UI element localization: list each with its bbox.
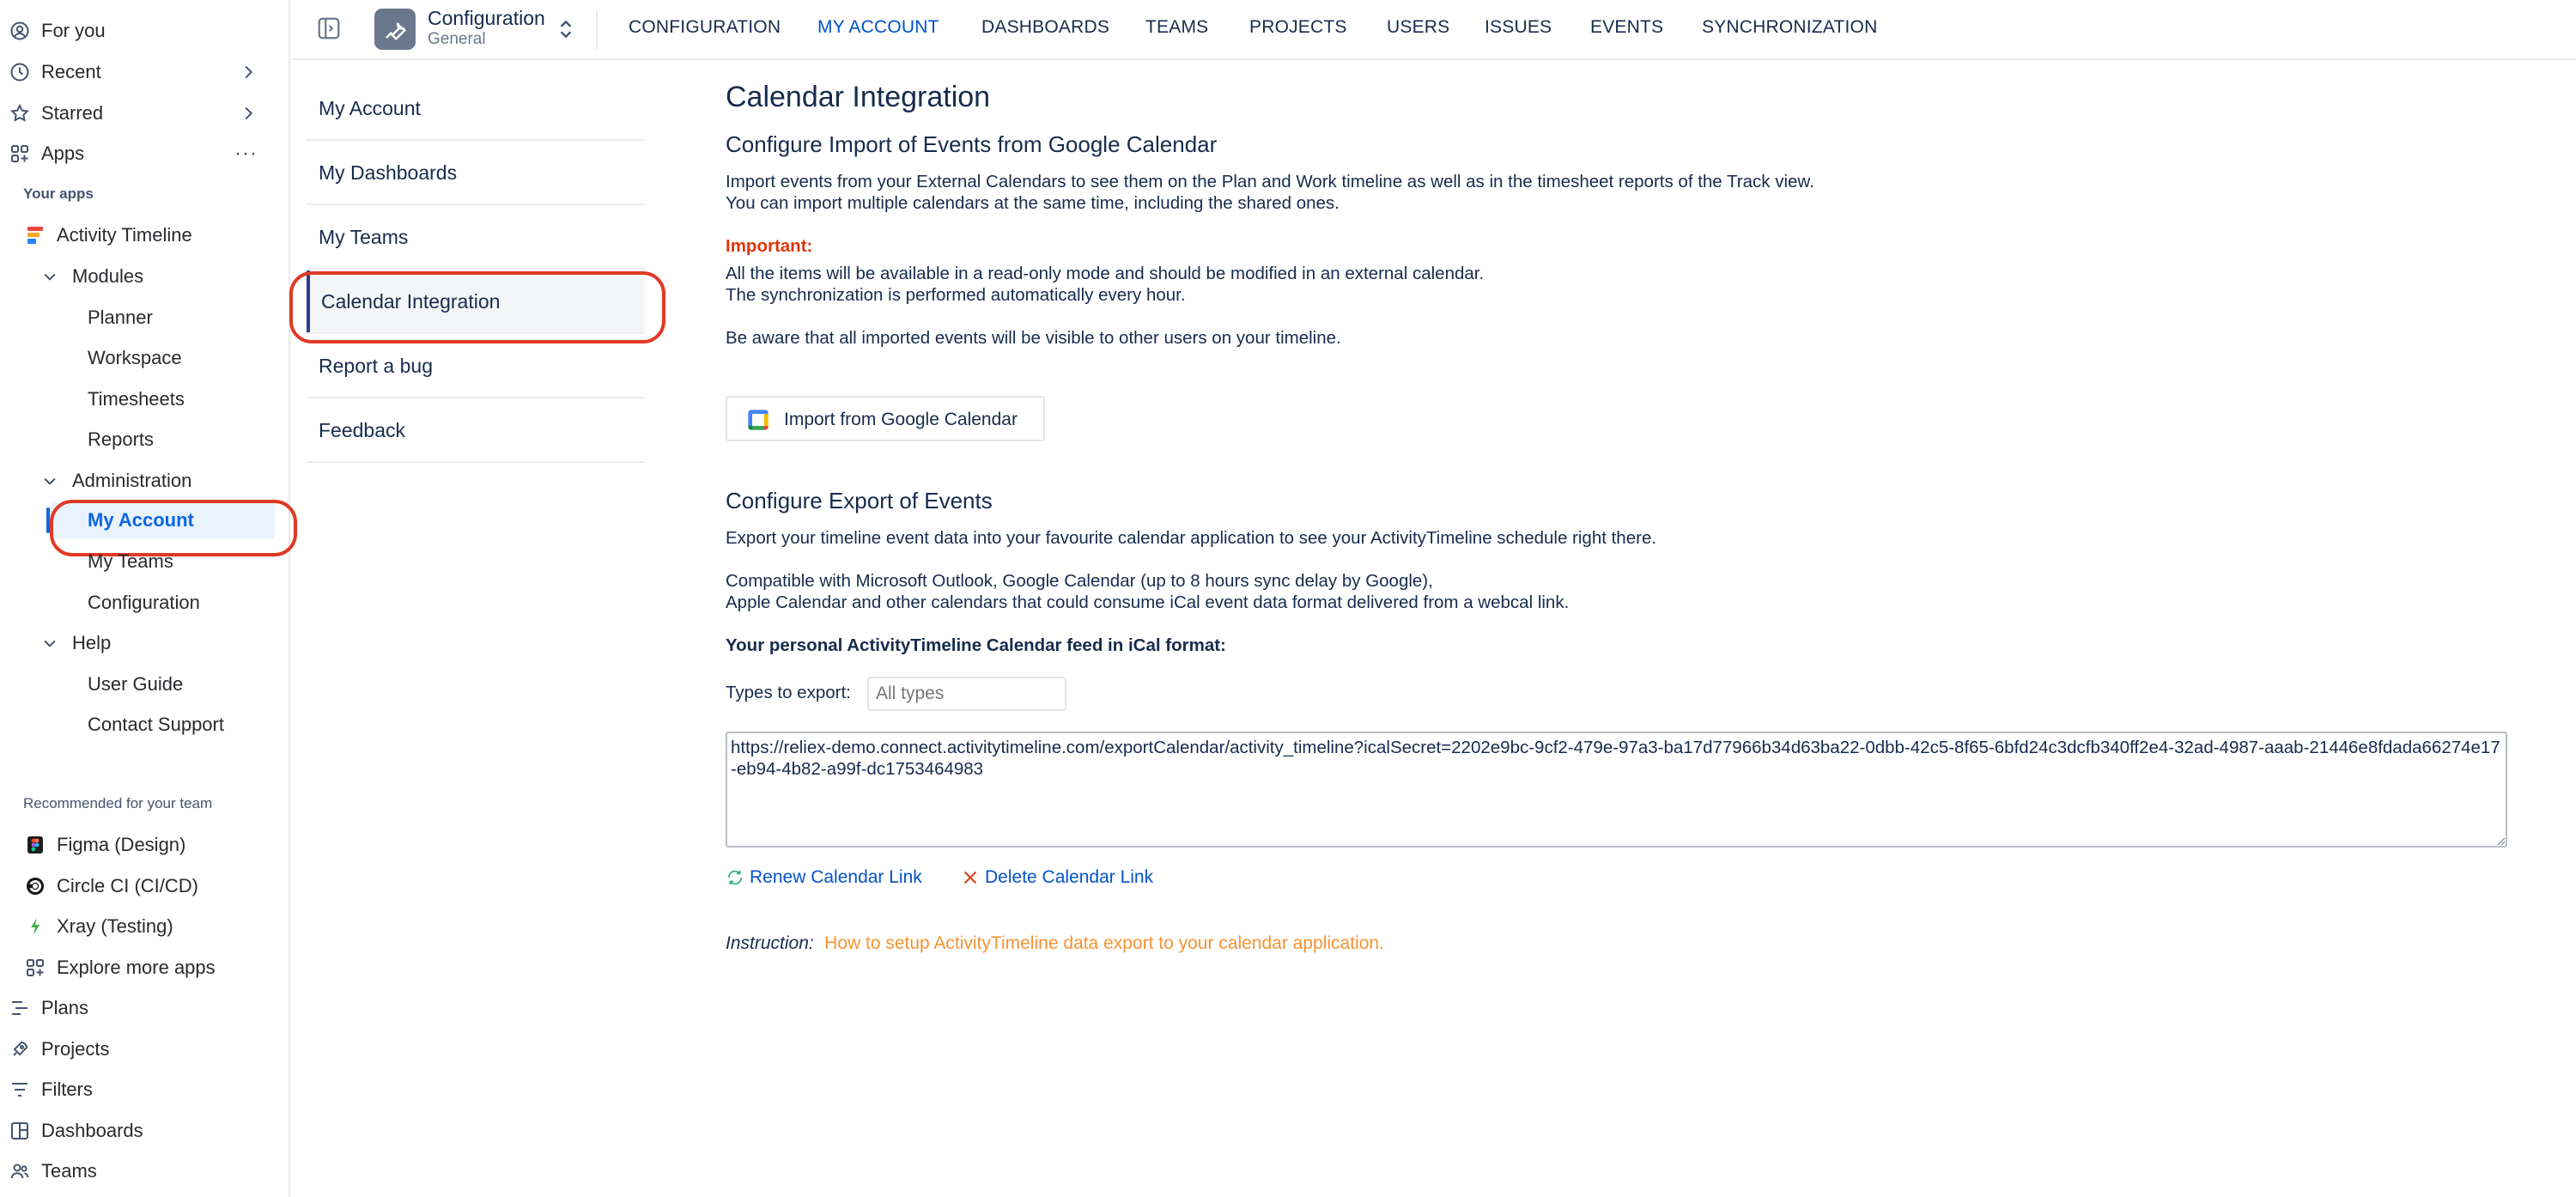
- nav-label: Help: [72, 632, 112, 653]
- import-description: Import events from your External Calendars to see them on the Plan and Work timeline as well as in the timesheet reports of the Track view.: [726, 172, 1814, 191]
- nav-administration[interactable]: [0, 462, 283, 500]
- more-icon[interactable]: ···: [234, 142, 258, 165]
- clock-icon: [9, 61, 31, 83]
- nav-help[interactable]: [0, 624, 283, 662]
- import-section-title: Configure Import of Events from Google Calendar: [726, 131, 1218, 157]
- nav-plans[interactable]: [0, 989, 283, 1027]
- export-description: Export your timeline event data into your favourite calendar application to see your ActivityTimeline schedule right there.: [726, 528, 1657, 548]
- export-section-title: Configure Export of Events: [726, 488, 993, 513]
- close-icon: [961, 868, 980, 887]
- important-text: All the items will be available in a read-only mode and should be modified in an external calendar.: [726, 264, 1485, 283]
- chevron-down-icon[interactable]: [41, 472, 58, 489]
- nav-label: Circle CI (CI/CD): [57, 875, 198, 896]
- divider: [596, 10, 598, 50]
- nav-contact-support[interactable]: [0, 706, 283, 744]
- calendar-feed-url-textarea[interactable]: https://reliex-demo.connect.activitytimeline.com/exportCalendar/activity_timeline?icalSecret=2202e9bc-9cf2-479e-97a3-ba17d77966b34d63ba22-0dbb-42c5-8f65-6bfd24c3dcfb340ff2e4-32ad-4987-aaab-21446e8fdada66274e17-eb94-4b82-a99f-dc1753464983: [726, 732, 2507, 848]
- user-circle-icon: [9, 20, 31, 42]
- tab-teams[interactable]: TEAMS: [1145, 17, 1209, 37]
- compatibility-text: Apple Calendar and other calendars that could consume iCal event data format delivered from a webcal link.: [726, 592, 1570, 612]
- page-title: Calendar Integration: [726, 81, 991, 113]
- compatibility-text: Compatible with Microsoft Outlook, Google Calendar (up to 8 hours sync delay by Google),: [726, 571, 1433, 591]
- types-to-export-select[interactable]: [867, 677, 1066, 711]
- import-description: You can import multiple calendars at the same time, including the shared ones.: [726, 193, 1340, 213]
- types-label: Types to export:: [726, 683, 851, 702]
- nav-label: Recent: [41, 61, 101, 82]
- nav-label: For you: [41, 20, 106, 41]
- tab-users[interactable]: USERS: [1387, 17, 1450, 37]
- project-subtitle: General: [428, 30, 486, 48]
- submenu-feedback[interactable]: Feedback: [307, 399, 645, 463]
- dashboard-icon: [9, 1120, 31, 1142]
- nav-apps[interactable]: [0, 135, 283, 173]
- nav-modules[interactable]: [0, 258, 283, 295]
- project-title: Configuration: [428, 7, 545, 29]
- nav-dashboards[interactable]: [0, 1112, 283, 1150]
- nav-reports[interactable]: [0, 421, 283, 459]
- important-label: Important:: [726, 236, 813, 256]
- feed-heading: Your personal ActivityTimeline Calendar feed in iCal format:: [726, 635, 1226, 655]
- nav-label: Configuration: [88, 592, 200, 613]
- nav-label: Contact Support: [88, 714, 224, 735]
- nav-label: Planner: [88, 307, 153, 328]
- nav-label: Projects: [41, 1038, 110, 1060]
- nav-configuration[interactable]: [0, 584, 283, 622]
- activity-timeline-logo-icon: [24, 224, 46, 246]
- submenu-my-dashboards[interactable]: My Dashboards: [307, 142, 645, 205]
- project-switcher[interactable]: [374, 7, 589, 53]
- nav-label: My Teams: [88, 550, 173, 572]
- submenu-calendar-integration[interactable]: Calendar Integration: [307, 270, 645, 334]
- nav-workspace[interactable]: [0, 339, 283, 377]
- tab-my-account[interactable]: MY ACCOUNT: [817, 17, 939, 37]
- nav-explore-more[interactable]: [0, 949, 283, 987]
- nav-for-you[interactable]: [0, 12, 283, 50]
- link-label: Delete Calendar Link: [985, 867, 1154, 887]
- nav-label: Xray (Testing): [57, 915, 173, 937]
- expand-sidebar-icon[interactable]: [316, 15, 342, 41]
- nav-projects[interactable]: [0, 1030, 283, 1068]
- delete-calendar-link[interactable]: [961, 867, 1153, 888]
- nav-recent[interactable]: [0, 53, 283, 91]
- nav-teams[interactable]: [0, 1152, 283, 1190]
- star-icon: [9, 102, 31, 125]
- submenu-my-account[interactable]: My Account: [307, 77, 645, 141]
- nav-label: Timesheets: [88, 388, 185, 410]
- nav-user-guide[interactable]: [0, 665, 283, 703]
- apps-grid-icon: [24, 957, 46, 979]
- important-text: The synchronization is performed automatically every hour.: [726, 285, 1186, 305]
- xray-logo-icon: [24, 915, 46, 938]
- renew-calendar-link[interactable]: [726, 867, 922, 888]
- submenu-my-teams[interactable]: My Teams: [307, 206, 645, 270]
- rocket-icon: [9, 1038, 31, 1060]
- nav-my-teams[interactable]: [0, 543, 283, 580]
- import-google-calendar-button[interactable]: [726, 396, 1045, 441]
- nav-label: My Account: [88, 509, 194, 531]
- sort-chevrons-icon[interactable]: [555, 15, 577, 43]
- nav-planner[interactable]: [0, 299, 283, 337]
- nav-label: Activity Timeline: [57, 224, 192, 246]
- instruction-row: [726, 933, 1384, 954]
- your-apps-heading: Your apps: [23, 185, 94, 202]
- chevron-down-icon[interactable]: [41, 635, 58, 652]
- google-calendar-icon: [746, 408, 770, 432]
- tab-dashboards[interactable]: DASHBOARDS: [981, 17, 1110, 37]
- nav-label: Dashboards: [41, 1120, 143, 1141]
- visibility-note: Be aware that all imported events will be visible to other users on your timeline.: [726, 328, 1341, 348]
- filter-icon: [9, 1079, 31, 1101]
- nav-activity-timeline[interactable]: [0, 216, 283, 254]
- link-label: Renew Calendar Link: [750, 867, 922, 887]
- apps-grid-icon: [9, 143, 31, 165]
- circleci-logo-icon: [24, 875, 46, 897]
- tab-synchronization[interactable]: SYNCHRONIZATION: [1702, 17, 1878, 37]
- tab-configuration[interactable]: CONFIGURATION: [629, 17, 781, 37]
- nav-figma[interactable]: [0, 826, 283, 864]
- resize-handle-icon[interactable]: [2495, 835, 2506, 846]
- refresh-icon: [726, 868, 744, 887]
- nav-filters[interactable]: [0, 1071, 283, 1109]
- tab-projects[interactable]: PROJECTS: [1249, 17, 1347, 37]
- nav-label: Explore more apps: [57, 957, 216, 978]
- nav-xray[interactable]: [0, 908, 283, 945]
- nav-label: Starred: [41, 102, 104, 124]
- recommended-heading: Recommended for your team: [23, 795, 213, 811]
- nav-timesheets[interactable]: [0, 380, 283, 418]
- nav-label: Reports: [88, 428, 155, 450]
- nav-label: Teams: [41, 1160, 97, 1182]
- chevron-right-icon[interactable]: [239, 63, 258, 82]
- nav-circleci[interactable]: [0, 867, 283, 905]
- nav-label: Plans: [41, 997, 89, 1018]
- nav-label: Modules: [72, 265, 144, 287]
- left-sidebar: [0, 0, 290, 1197]
- wrench-icon: [374, 9, 416, 50]
- nav-label: Figma (Design): [57, 834, 186, 855]
- plans-icon: [9, 997, 31, 1019]
- nav-label: Administration: [72, 470, 192, 491]
- nav-label: Workspace: [88, 347, 182, 368]
- people-icon: [9, 1160, 31, 1182]
- tab-events[interactable]: EVENTS: [1590, 17, 1664, 37]
- button-label: Import from Google Calendar: [784, 410, 1018, 429]
- figma-logo-icon: [24, 834, 46, 856]
- nav-label: Apps: [41, 143, 85, 164]
- tab-issues[interactable]: ISSUES: [1485, 17, 1552, 37]
- instruction-link[interactable]: How to setup ActivityTimeline data export to your calendar application.: [824, 933, 1384, 953]
- nav-label: Filters: [41, 1079, 93, 1100]
- chevron-right-icon[interactable]: [239, 104, 258, 123]
- nav-starred[interactable]: [0, 94, 283, 132]
- instruction-label: Instruction:: [726, 933, 814, 953]
- chevron-down-icon[interactable]: [41, 268, 58, 285]
- nav-label: User Guide: [88, 673, 184, 695]
- top-header: [292, 0, 2576, 60]
- nav-my-account[interactable]: [0, 501, 283, 539]
- submenu-report-bug[interactable]: Report a bug: [307, 335, 645, 398]
